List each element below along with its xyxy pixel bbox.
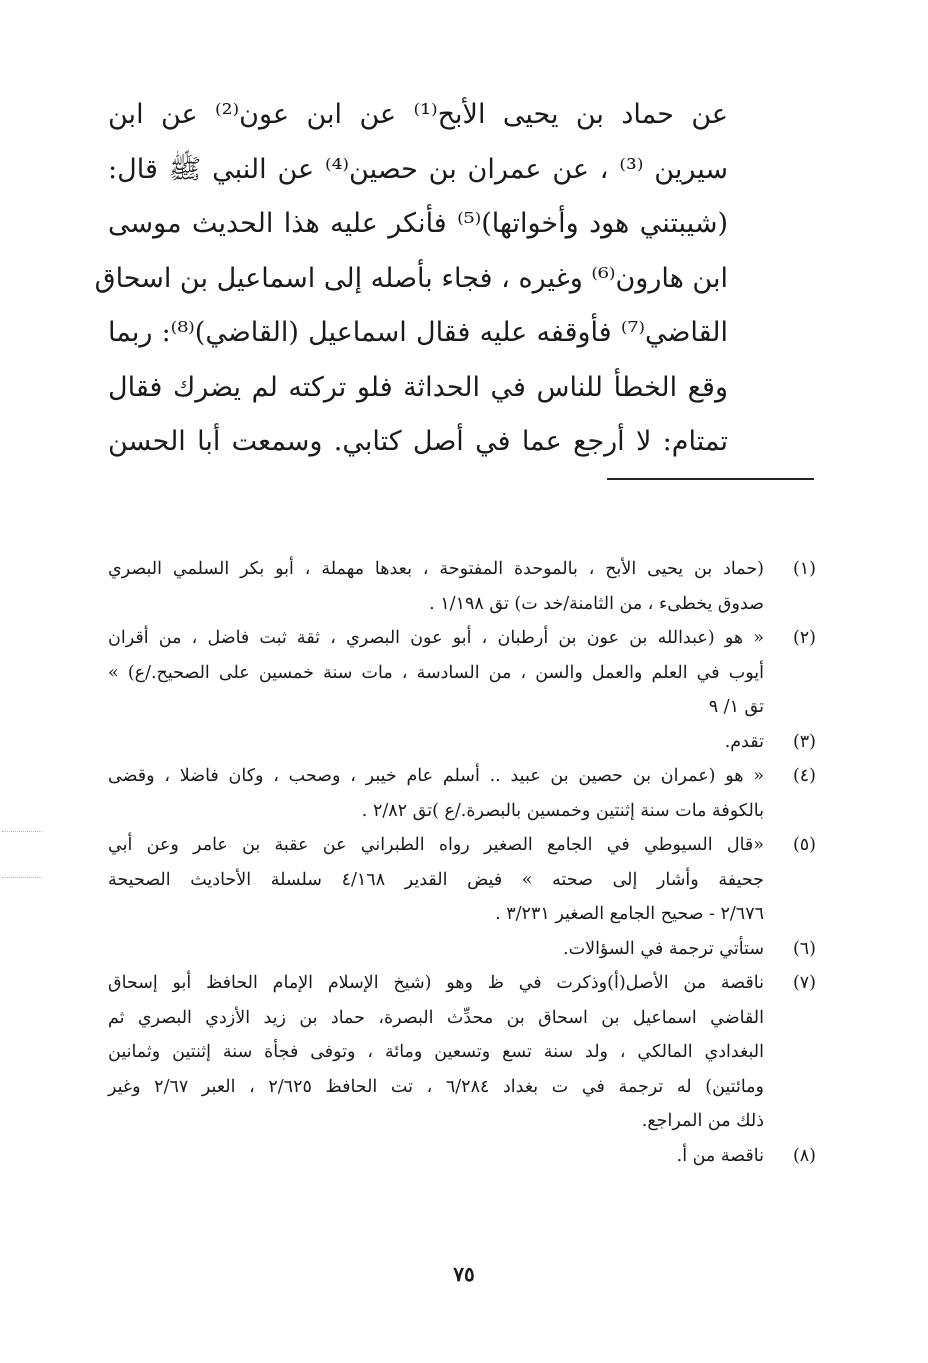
footnote-body <box>108 1139 764 1174</box>
page-number: ٧٥ <box>453 1262 475 1286</box>
main-text-line-3: (شيبتني هود وأخواتها)⁽⁵⁾ فأنكر عليه هذا الحديث موسى <box>108 208 728 239</box>
footnote-line: جحيفة وأشار إلى صحته » فيض القدير ٤/١٦٨ سلسلة الأحاديث الصحيحة <box>108 869 764 890</box>
footnote-line: ناقصة من أ. <box>676 1145 764 1166</box>
footnote-line: ٢/٦٧٦ - صحيح الجامع الصغير ٣/٢٣١ . <box>495 904 764 924</box>
footnote-3 <box>108 725 816 760</box>
footnote-number: (٣) <box>792 731 816 752</box>
footnote-2 <box>108 621 816 725</box>
main-text-line-6: وقع الخطأ للناس في الحداثة فلو تركته لم يضرك فقال <box>108 371 728 403</box>
footnote-number: (٨) <box>792 1145 816 1166</box>
main-text-line-4: ابن هارون⁽⁶⁾ وغيره ، فجاء بأصله إلى اسماعيل بن اسحاق <box>94 262 728 294</box>
footnote-number: (٧) <box>792 973 816 993</box>
footnote-7 <box>108 966 816 1139</box>
scan-edge-mark <box>2 877 42 878</box>
footnote-line: تق ١/ ٩ <box>708 697 764 717</box>
footnote-line: تقدم. <box>724 731 764 752</box>
footnote-number: (٥) <box>792 835 816 855</box>
footnote-number: (٤) <box>792 766 816 786</box>
footnote-1 <box>108 552 816 621</box>
footnote-line: « هو (عمران بن حصين بن عبيد .. أسلم عام خيبر ، وصحب ، وكان فاضلا ، وقضى <box>108 766 764 786</box>
footnote-line: البغدادي المالكي ، ولد سنة تسع وتسعين ومائة ، وتوفى فجأة سنة إثنتين وثمانين <box>108 1042 764 1062</box>
footnote-number: (٢) <box>792 628 816 648</box>
footnote-body <box>108 932 764 967</box>
footnote-number: (١) <box>792 559 816 579</box>
footnote-line: «قال السيوطي في الجامع الصغير رواه الطبراني عن عقبة بن عامر وعن أبي <box>108 835 764 855</box>
footnote-8 <box>108 1139 816 1174</box>
footnote-line: « هو (عبدالله بن عون بن أرطبان ، أبو عون البصري ، ثقة ثبت فاضل ، من أقران <box>108 628 764 648</box>
main-text <box>94 88 729 470</box>
footnote-body <box>108 966 764 1139</box>
footnote-line: ستأتي ترجمة في السؤالات. <box>563 938 764 959</box>
scan-edge-marks <box>0 825 46 885</box>
footnote-body <box>108 759 764 828</box>
footnote-line: ناقصة من الأصل(أ)وذكرت في ظ وهو (شيخ الإسلام الإمام الحافظ أبو إسحاق <box>108 973 764 993</box>
footnote-line: (حماد بن يحيى الأبح ، بالموحدة المفتوحة ، بعدها مهملة ، أبو بكر السلمي البصري <box>108 559 764 579</box>
main-text-line-7: تمتام: لا أرجع عما في أصل كتابي. وسمعت أبا الحسن <box>108 426 728 457</box>
main-text-line-2: سيرين ⁽³⁾ ، عن عمران بن حصين⁽⁴⁾ عن النبي ﷺ قال: <box>108 153 729 185</box>
footnote-body <box>108 621 764 725</box>
footnote-line: ذلك من المراجع. <box>641 1111 764 1131</box>
footnote-line: ومائتين) له ترجمة في ت بغداد ٦/٢٨٤ ، تت الحافظ ٢/٦٢٥ ، العبر ٢/٦٧ وغير <box>108 1076 764 1097</box>
footnote-5 <box>108 828 816 932</box>
footnote-body <box>108 725 764 760</box>
main-text-line-1: عن حماد بن يحيى الأبح⁽¹⁾ عن ابن عون⁽²⁾ عن ابن <box>108 99 728 130</box>
footnote-separator <box>607 478 814 480</box>
footnote-body <box>108 552 764 621</box>
footnote-number: (٦) <box>792 938 816 959</box>
footnote-line: بالكوفة مات سنة إثنتين وخمسين بالبصرة./ع )تق ٢/٨٢ . <box>361 800 764 821</box>
footnote-line: صدوق يخطىء ، من الثامنة/خد ت) تق ١/١٩٨ . <box>429 593 764 614</box>
footnote-4 <box>108 759 816 828</box>
scan-edge-mark <box>2 831 42 832</box>
footnote-line: أيوب في العلم والعمل والسن ، من السادسة ، مات سنة خمسين على الصحيح./ع) » <box>108 662 764 683</box>
footnote-body <box>108 828 764 932</box>
footnote-6 <box>108 932 816 967</box>
footnote-line: القاضي اسماعيل بن اسحاق بن محدِّث البصرة، حماد بن زيد الأزدي البصري ثم <box>108 1007 764 1028</box>
main-text-line-5: القاضي⁽⁷⁾ فأوقفه عليه فقال اسماعيل (القاضي)⁽⁸⁾: ربما <box>108 317 729 348</box>
footnotes <box>108 552 816 1173</box>
